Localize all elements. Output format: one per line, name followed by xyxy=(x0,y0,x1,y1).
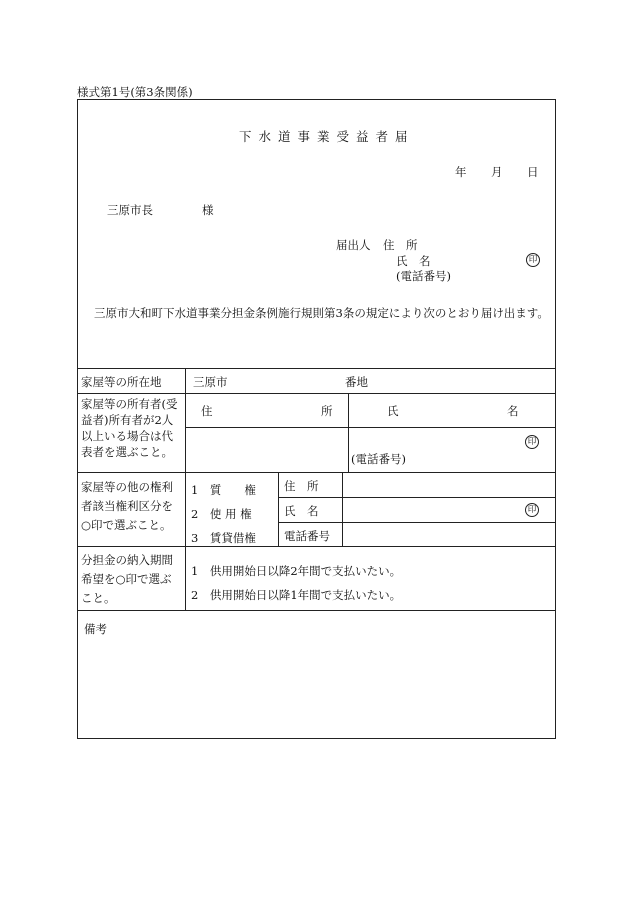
rights-label: 家屋等の他の権利者該当権利区分を○印で選ぶこと。 xyxy=(81,480,173,532)
statement-text: 三原市大和町下水道事業分担金条例施行規則第3条の規定により次のとおり届け出ます。 xyxy=(94,306,549,320)
owner-phone-label: (電話番号) xyxy=(351,452,406,466)
owner-address-header-2: 所 xyxy=(321,404,333,418)
rule-rights-row2 xyxy=(278,522,556,523)
applicant-address-label: 住 所 xyxy=(383,238,418,252)
form-title: 下水道事業受益者届 xyxy=(239,129,415,144)
form-number-caption: 様式第1号(第3条関係) xyxy=(77,85,193,99)
rule-label-column xyxy=(185,368,186,610)
date-year-label: 年 xyxy=(455,165,467,179)
rights-phone-label: 電話番号 xyxy=(284,529,330,543)
applicant-phone-label: (電話番号) xyxy=(396,269,451,283)
applicant-label: 届出人 xyxy=(336,238,371,252)
owner-name-header-2: 名 xyxy=(507,404,519,418)
rule-rights-top xyxy=(77,472,556,473)
owner-seal-icon: 印 xyxy=(525,435,539,449)
location-label: 家屋等の所在地 xyxy=(81,375,162,389)
applicant-seal-icon: 印 xyxy=(526,253,540,267)
owner-address-header-1: 住 xyxy=(201,404,213,418)
applicant-name-label: 氏 名 xyxy=(396,254,431,268)
location-city: 三原市 xyxy=(193,375,228,389)
rule-rights-label-split xyxy=(342,472,343,546)
rights-option-3: 3 賃貸借権 xyxy=(191,531,256,545)
date-day-label: 日 xyxy=(527,165,539,179)
rights-option-2: 2 使 用 権 xyxy=(191,507,252,521)
addressee-honorific: 様 xyxy=(202,203,214,217)
payment-option-1: 1 供用開始日以降2年間で支払いたい。 xyxy=(191,564,402,578)
rule-owner-split xyxy=(348,393,349,472)
payment-label: 分担金の納入期間希望を○印で選ぶこと。 xyxy=(81,553,173,605)
rule-owner-mid xyxy=(185,427,556,428)
rights-seal-icon: 印 xyxy=(525,503,539,517)
addressee-mayor: 三原市長 xyxy=(107,203,153,217)
date-month-label: 月 xyxy=(491,165,503,179)
payment-option-2: 2 供用開始日以降1年間で支払いたい。 xyxy=(191,588,402,602)
rule-remarks-top xyxy=(77,610,556,611)
remarks-label: 備考 xyxy=(84,622,107,636)
owner-label: 家屋等の所有者(受益者)所有者が2人以上いる場合は代表者を選ぶこと。 xyxy=(81,397,178,459)
rights-option-1: 1 質 権 xyxy=(191,483,256,497)
rights-address-label: 住 所 xyxy=(284,479,319,493)
rule-owner-top xyxy=(77,393,556,394)
rights-name-label: 氏 名 xyxy=(284,504,319,518)
rule-rights-split xyxy=(278,472,279,546)
location-lot: 番地 xyxy=(345,375,368,389)
rule-rights-row1 xyxy=(278,497,556,498)
rule-payment-top xyxy=(77,546,556,547)
owner-name-header-1: 氏 xyxy=(387,404,399,418)
rule-location-top xyxy=(77,368,556,369)
